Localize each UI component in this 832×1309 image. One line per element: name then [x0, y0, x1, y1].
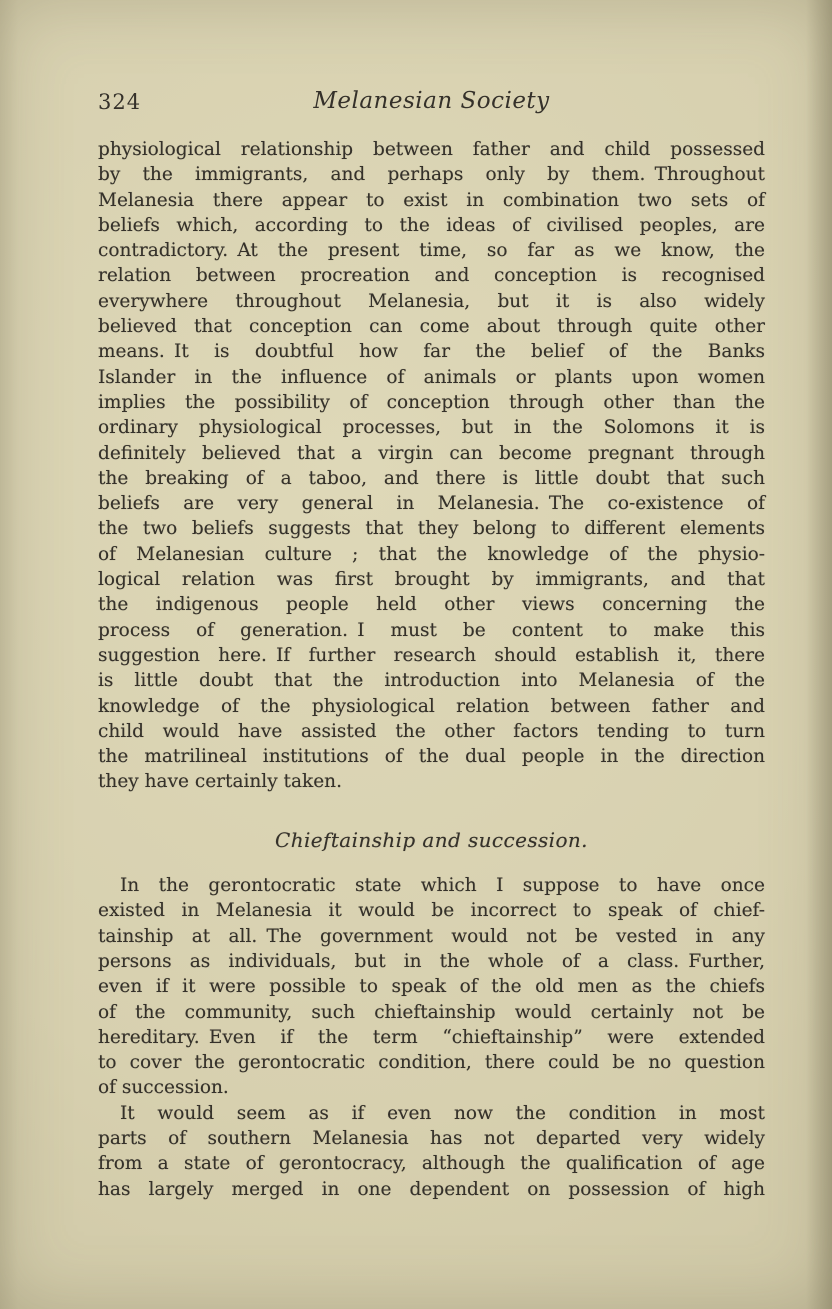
text-line: the matrilineal institutions of the dual people in the direction [98, 746, 765, 768]
text-line: everywhere throughout Melanesia, but it is also widely [98, 290, 765, 312]
text-line: is little doubt that the introduction into Melanesia of the [98, 670, 765, 692]
text-line: parts of southern Melanesia has not departed very widely [98, 1127, 765, 1149]
text-line: In the gerontocratic state which I suppose to have once [120, 875, 765, 897]
text-line: the two beliefs suggests that they belong to different elements [98, 518, 765, 540]
text-line: contradictory. At the present time, so far as we know, the [98, 240, 765, 262]
text-line: suggestion here. If further research should establish it, there [98, 644, 765, 666]
text-line: process of generation. I must be content to make this [98, 619, 765, 641]
paragraph-3 [98, 1101, 765, 1202]
page-body [98, 137, 765, 1202]
text-line: existed in Melanesia it would be incorrect to speak of chief- [98, 900, 765, 922]
text-line: even if it were possible to speak of the old men as the chiefs [98, 976, 765, 998]
text-line: child would have assisted the other factors tending to turn [98, 720, 765, 742]
section-heading: Chieftainship and succession. [275, 827, 588, 852]
text-block [98, 88, 765, 1202]
text-line: of the community, such chieftainship would certainly not be [98, 1001, 765, 1023]
text-line: persons as individuals, but in the whole of a class. Further, [98, 950, 765, 972]
running-header: Melanesian Society [313, 88, 550, 114]
page-number: 324 [98, 90, 142, 114]
text-line: believed that conception can come about through quite other [98, 316, 765, 338]
page-header [98, 88, 765, 137]
text-line: It would seem as if even now the condition in most [120, 1102, 765, 1124]
text-line: beliefs which, according to the ideas of civilised peoples, are [98, 214, 765, 236]
text-line: Melanesia there appear to exist in combination two sets of [98, 189, 765, 211]
text-line: tainship at all. The government would not be vested in any [98, 925, 765, 947]
text-line: by the immigrants, and perhaps only by them. Throughout [98, 164, 765, 186]
text-line: to cover the gerontocratic condition, there could be no question [98, 1052, 765, 1074]
text-line: physiological relationship between father and child possessed [98, 139, 765, 160]
text-line: definitely believed that a virgin can become pregnant through [98, 442, 765, 464]
paragraph-1 [98, 137, 765, 795]
text-line: of succession. [98, 1077, 229, 1099]
text-line: relation between procreation and conception is recognised [98, 265, 765, 287]
text-line: beliefs are very general in Melanesia. The co-existence of [98, 493, 765, 515]
text-line: ordinary physiological processes, but in the Solomons it is [98, 417, 765, 439]
text-line: logical relation was first brought by immigrants, and that [98, 569, 765, 591]
text-line: the indigenous people held other views concerning the [98, 594, 765, 616]
text-line: means. It is doubtful how far the belief of the Banks [98, 341, 765, 363]
text-line: of Melanesian culture ; that the knowledge of the physio- [98, 543, 765, 565]
text-line: the breaking of a taboo, and there is little doubt that such [98, 467, 765, 489]
text-line: from a state of gerontocracy, although the qualification of age [98, 1153, 765, 1175]
text-line: Islander in the influence of animals or plants upon women [98, 366, 765, 388]
text-line: has largely merged in one dependent on possession of high [98, 1178, 765, 1200]
text-line: hereditary. Even if the term “chieftainship” were extended [98, 1026, 765, 1048]
paragraph-2 [98, 873, 765, 1101]
text-line: knowledge of the physiological relation between father and [98, 695, 765, 717]
text-line: they have certainly taken. [98, 771, 342, 793]
text-line: implies the possibility of conception through other than the [98, 391, 765, 413]
